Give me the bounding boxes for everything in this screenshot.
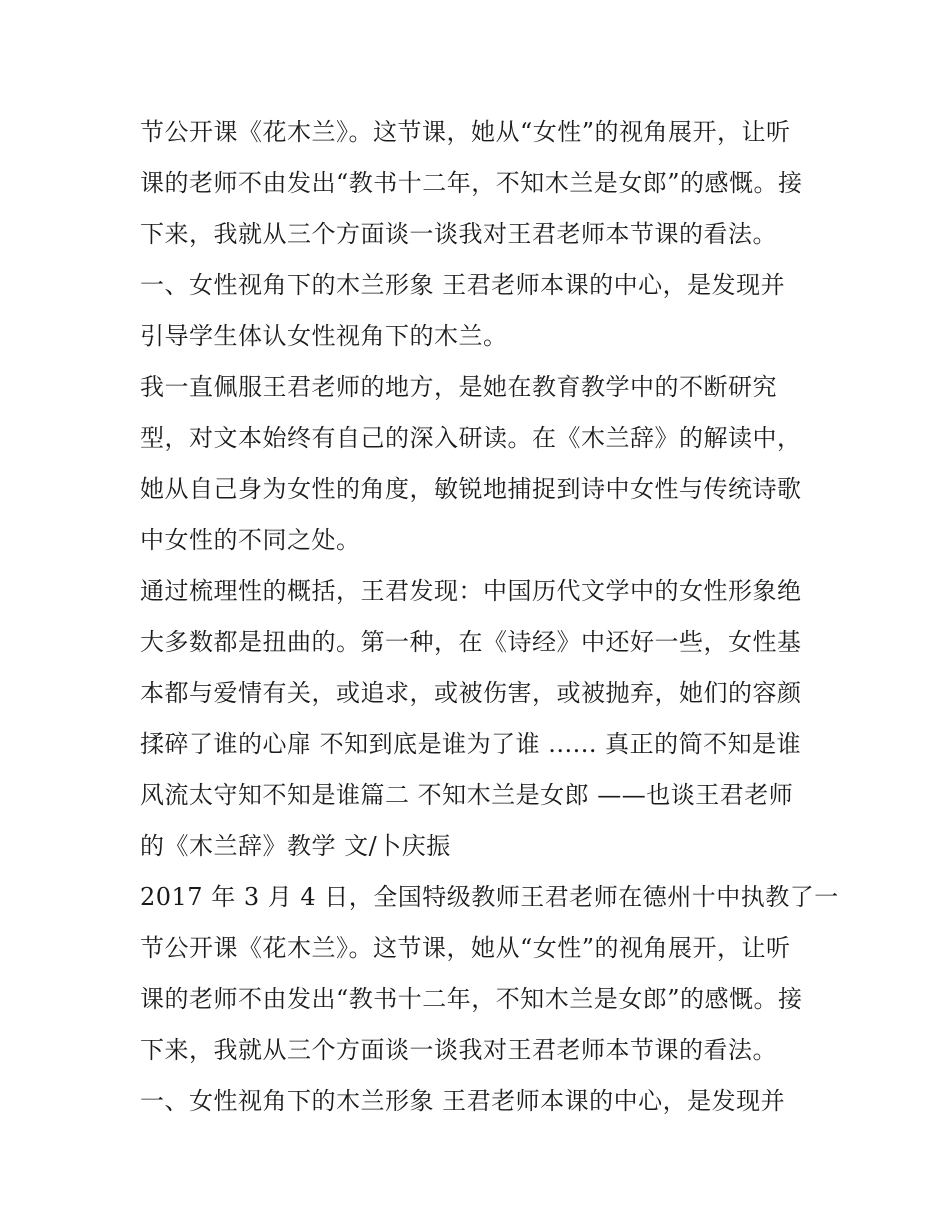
text-line: 一、女性视角下的木兰形象 王君老师本课的中心，是发现并 xyxy=(140,1087,786,1115)
text-line: 2017 年 3 月 4 日，全国特级教师王君老师在德州十中执教了一 xyxy=(140,883,839,911)
document-body xyxy=(140,107,839,1127)
text-line: 课的老师不由发出“教书十二年，不知木兰是女郎”的感慨。接 xyxy=(140,985,803,1013)
text-line: 我一直佩服王君老师的地方，是她在教育教学中的不断研究 xyxy=(140,373,777,401)
text-line: 的《木兰辞》教学 文/卜庆振 xyxy=(140,832,451,860)
text-line: 节公开课《花木兰》。这节课，她从“女性”的视角展开，让听 xyxy=(140,934,791,962)
text-line: 揉碎了谁的心扉 不知到底是谁为了谁 ...... 真正的简不知是谁 xyxy=(140,730,802,758)
text-line: 型，对文本始终有自己的深入研读。在《木兰辞》的解读中， xyxy=(140,424,802,452)
text-line: 节公开课《花木兰》。这节课，她从“女性”的视角展开，让听 xyxy=(140,118,791,146)
text-line: 中女性的不同之处。 xyxy=(140,526,361,554)
text-line: 下来，我就从三个方面谈一谈我对王君老师本节课的看法。 xyxy=(140,220,777,248)
text-line: 课的老师不由发出“教书十二年，不知木兰是女郎”的感慨。接 xyxy=(140,169,803,197)
text-line: 大多数都是扭曲的。第一种，在《诗经》中还好一些，女性基 xyxy=(140,628,802,656)
text-line: 下来，我就从三个方面谈一谈我对王君老师本节课的看法。 xyxy=(140,1036,777,1064)
text-line: 一、女性视角下的木兰形象 王君老师本课的中心，是发现并 xyxy=(140,271,786,299)
text-line: 风流太守知不知是谁篇二 不知木兰是女郎 ——也谈王君老师 xyxy=(140,781,794,809)
text-line: 她从自己身为女性的角度，敏锐地捕捉到诗中女性与传统诗歌 xyxy=(140,475,802,503)
text-line: 引导学生体认女性视角下的木兰。 xyxy=(140,322,508,350)
text-line: 本都与爱情有关，或追求，或被伤害，或被抛弃，她们的容颜 xyxy=(140,679,802,707)
text-line: 通过梳理性的概括，王君发现：中国历代文学中的女性形象绝 xyxy=(140,577,802,605)
